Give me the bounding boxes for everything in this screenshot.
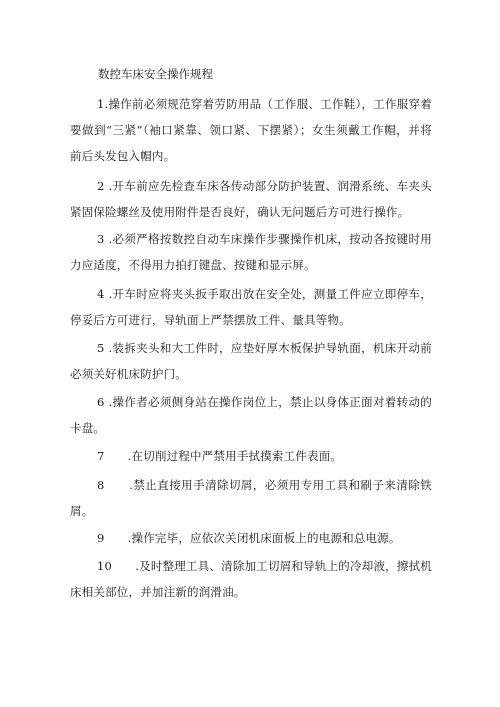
rule-text: 必须严格按数控自动车床操作步骤操作机床，按动各按键时用力应适度，不得用力拍打键盘、按键和显示屏。: [70, 232, 432, 272]
rule-item-3: [70, 226, 432, 278]
rule-item-8: [70, 472, 432, 524]
rule-number: 10 .: [97, 559, 140, 573]
rule-text: 装拆夹头和大工件时，应垫好厚木板保护导轨面，机床开动前必须关好机床防护门。: [70, 341, 432, 381]
rule-text: 开车前应先检查车床各传动部分防护装置、润滑系统、车夹头紧固保险螺丝及使用附件是否良好，确认无问题后方可进行操作。: [70, 179, 432, 219]
rule-number: 8 .: [97, 478, 134, 492]
rule-text: 操作者必须侧身站在操作岗位上，禁止以身体正面对着转动的卡盘。: [70, 395, 432, 435]
rule-text: 及时整理工具、清除加工切屑和导轨上的冷却液，擦拭机床相关部位，并加注新的润滑油。: [70, 559, 432, 599]
rule-item-1: [70, 91, 432, 169]
rule-text: 开车时应将夹头扳手取出放在安全处，测量工件应立即停车，停妥后方可进行，导轨面上严禁摆放工件、量具等物。: [70, 287, 432, 327]
rule-item-9: [70, 525, 432, 551]
rule-item-6: [70, 389, 432, 441]
rule-text: 禁止直接用手清除切屑，必须用专用工具和刷子来清除铁屑。: [70, 478, 432, 518]
document-title: 数控车床安全操作规程: [98, 67, 213, 81]
rule-text: 操作完毕，应依次关闭机床面板上的电源和总电源。: [131, 531, 401, 545]
rule-number: 2 .: [97, 179, 113, 193]
rule-number: 6 .: [97, 395, 113, 409]
rule-item-4: [70, 281, 432, 333]
rule-item-2: [70, 173, 432, 225]
rule-item-5: [70, 335, 432, 387]
rule-item-10: [70, 553, 432, 605]
rule-text: 在切削过程中严禁用手拭摸索工件表面。: [131, 449, 343, 463]
rule-number: 7 .: [97, 449, 132, 463]
rule-number: 3 .: [97, 232, 113, 246]
rule-number: 5 .: [97, 341, 113, 355]
rule-item-7: [70, 443, 432, 469]
rule-number: 9 .: [97, 531, 132, 545]
rule-text: 操作前必须规范穿着劳防用品（工作服、工作鞋），工作服穿着要做到“三紧”（袖口紧靠、领口紧、下摆紧）；女生须戴工作帽，并将前后头发包入帽内。: [70, 97, 432, 163]
rule-number: 1.: [97, 97, 109, 111]
rule-number: 4 .: [97, 287, 113, 301]
